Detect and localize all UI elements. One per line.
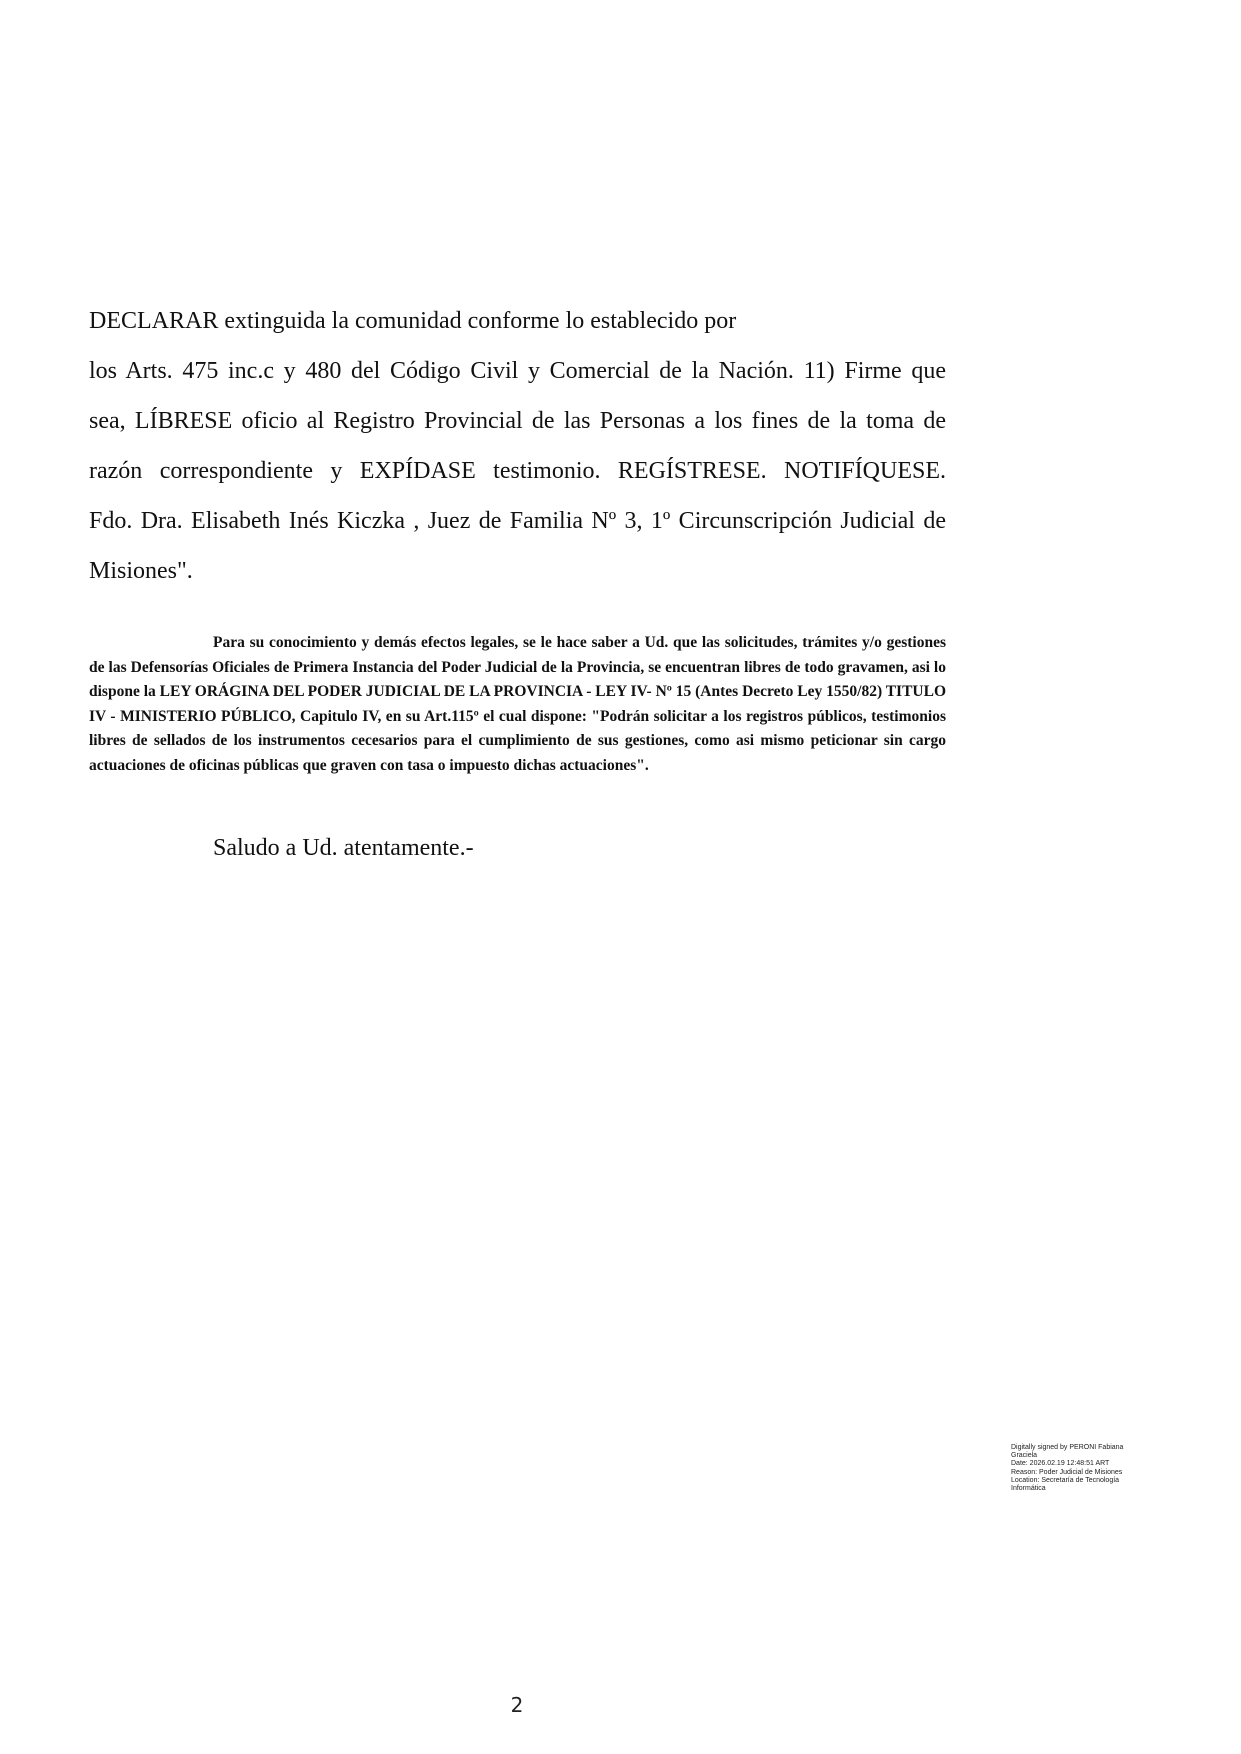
signature-line: Informática [1011, 1485, 1046, 1493]
signature-line: Location: Secretaría de Tecnología [1011, 1476, 1120, 1484]
digital-signature-stamp [1011, 1444, 1151, 1493]
signature-line: Graciela [1011, 1452, 1038, 1460]
legal-notice: Para su conocimiento y demás efectos legales, se le hace saber a Ud. que las solicitudes, trámites y/o gestiones de las Defensorías Oficiales de Primera Instancia del Poder Judicial de la Provincia, se encuentran libres de todo gravamen, asi lo dispone la LEY ORÁGINA DEL PODER JUDICIAL DE LA PROVINCIA - LEY IV- Nº 15 (Antes Decreto Ley 1550/82) TITULO IV - MINISTERIO PÚBLICO, Capitulo IV, en su Art.115º el cual dispone: "Podrán solicitar a los registros públicos, testimonios libres de sellados de los instrumentos cecesarios para el cumplimiento de sus gestiones, como asi mismo peticionar sin cargo actuaciones de oficinas públicas que graven con tasa o impuesto dichas actuaciones". [89, 634, 946, 774]
closing-salutation: Saludo a Ud. atentamente.- [213, 835, 474, 861]
signature-line: Reason: Poder Judicial de Misiones [1011, 1468, 1123, 1476]
page-number: 2 [510, 1693, 524, 1717]
resolution-paragraph [89, 296, 946, 596]
paragraph-line: Misiones". [89, 558, 193, 584]
signature-line: Digitally signed by PERONI Fabiana [1011, 1444, 1124, 1451]
paragraph-line: razón correspondiente y EXPÍDASE testimonio. REGÍSTRESE. NOTIFÍQUESE. [89, 458, 946, 484]
paragraph-line: Fdo. Dra. Elisabeth Inés Kiczka , Juez de Familia Nº 3, 1º Circunscripción Judicial de [89, 508, 946, 534]
paragraph-line: sea, LÍBRESE oficio al Registro Provincial de las Personas a los fines de la toma de [89, 408, 946, 434]
paragraph-line: los Arts. 475 inc.c y 480 del Código Civil y Comercial de la Nación. 11) Firme que [89, 358, 946, 384]
signature-line: Date: 2026.02.19 12:48:51 ART [1011, 1460, 1110, 1468]
paragraph-line: DECLARAR extinguida la comunidad conforme lo establecido por [89, 308, 737, 334]
